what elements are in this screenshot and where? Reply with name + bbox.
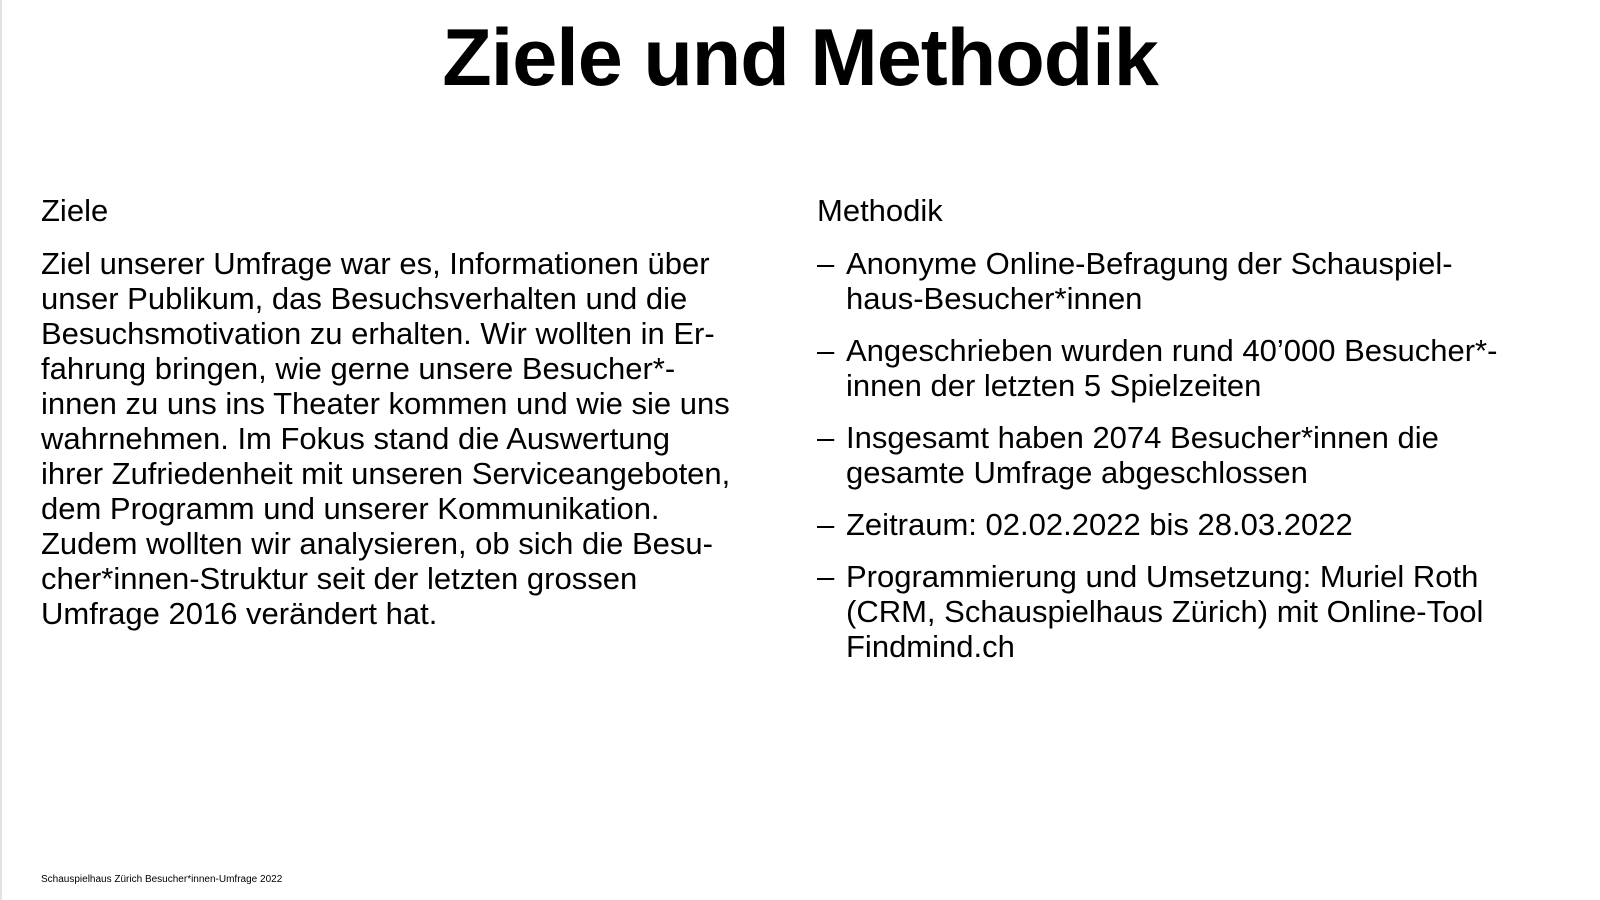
slide-title: Ziele und Methodik [442, 13, 1158, 103]
methodology-item-line: Zeitraum: 02.02.2022 bis 28.03.2022 [846, 507, 1353, 542]
methodology-item-line: gesamte Umfrage abgeschlossen [846, 455, 1308, 490]
goals-text-line: Zudem wollten wir analysieren, ob sich die Besu- [41, 526, 713, 561]
methodology-item-line: innen der letzten 5 Spielzeiten [846, 368, 1262, 403]
goals-heading: Ziele [41, 193, 109, 228]
methodology-item-line: Insgesamt haben 2074 Besucher*innen die [846, 420, 1439, 455]
goals-text-line: unser Publikum, das Besuchsverhalten und die [41, 281, 688, 316]
goals-text-line: dem Programm und unserer Kommunikation. [41, 491, 660, 526]
methodology-list [817, 246, 1587, 664]
goals-text-line: Ziel unserer Umfrage war es, Informationen über [41, 246, 710, 281]
methodology-item [817, 507, 1587, 542]
bullet-dash: – [817, 507, 835, 542]
slide-edge [0, 0, 2, 900]
methodology-item-line: Angeschrieben wurden rund 40’000 Besucher*- [846, 333, 1498, 368]
methodology-item-line: haus-Besucher*innen [846, 281, 1143, 316]
goals-text-line: innen zu uns ins Theater kommen und wie sie uns [41, 386, 730, 421]
goals-text-line: ihrer Zufriedenheit mit unseren Serviceangeboten, [41, 456, 731, 491]
methodology-item [817, 333, 1587, 403]
methodology-item-line: Programmierung und Umsetzung: Muriel Roth [846, 559, 1479, 594]
footer-text: Schauspielhaus Zürich Besucher*innen-Umfrage 2022 [41, 874, 283, 885]
methodology-item-line: (CRM, Schauspielhaus Zürich) mit Online-Tool [846, 594, 1484, 629]
bullet-dash: – [817, 559, 835, 594]
goals-text-line: Umfrage 2016 verändert hat. [41, 596, 438, 631]
goals-text-line: fahrung bringen, wie gerne unsere Besucher*- [41, 351, 676, 386]
goals-paragraph [41, 246, 801, 631]
methodology-item [817, 246, 1587, 316]
bullet-dash: – [817, 420, 835, 455]
methodology-column [817, 193, 1587, 681]
goals-column [41, 193, 801, 631]
bullet-dash: – [817, 333, 835, 368]
goals-text-line: Besuchsmotivation zu erhalten. Wir wollten in Er- [41, 316, 715, 351]
methodology-item-line: Anonyme Online-Befragung der Schauspiel- [846, 246, 1453, 281]
goals-text-line: cher*innen-Struktur seit der letzten grossen [41, 561, 638, 596]
methodology-item [817, 420, 1587, 490]
methodology-heading: Methodik [817, 193, 943, 228]
methodology-item [817, 559, 1587, 664]
goals-text-line: wahrnehmen. Im Fokus stand die Auswertung [41, 421, 670, 456]
bullet-dash: – [817, 246, 835, 281]
methodology-item-line: Findmind.ch [846, 629, 1015, 664]
